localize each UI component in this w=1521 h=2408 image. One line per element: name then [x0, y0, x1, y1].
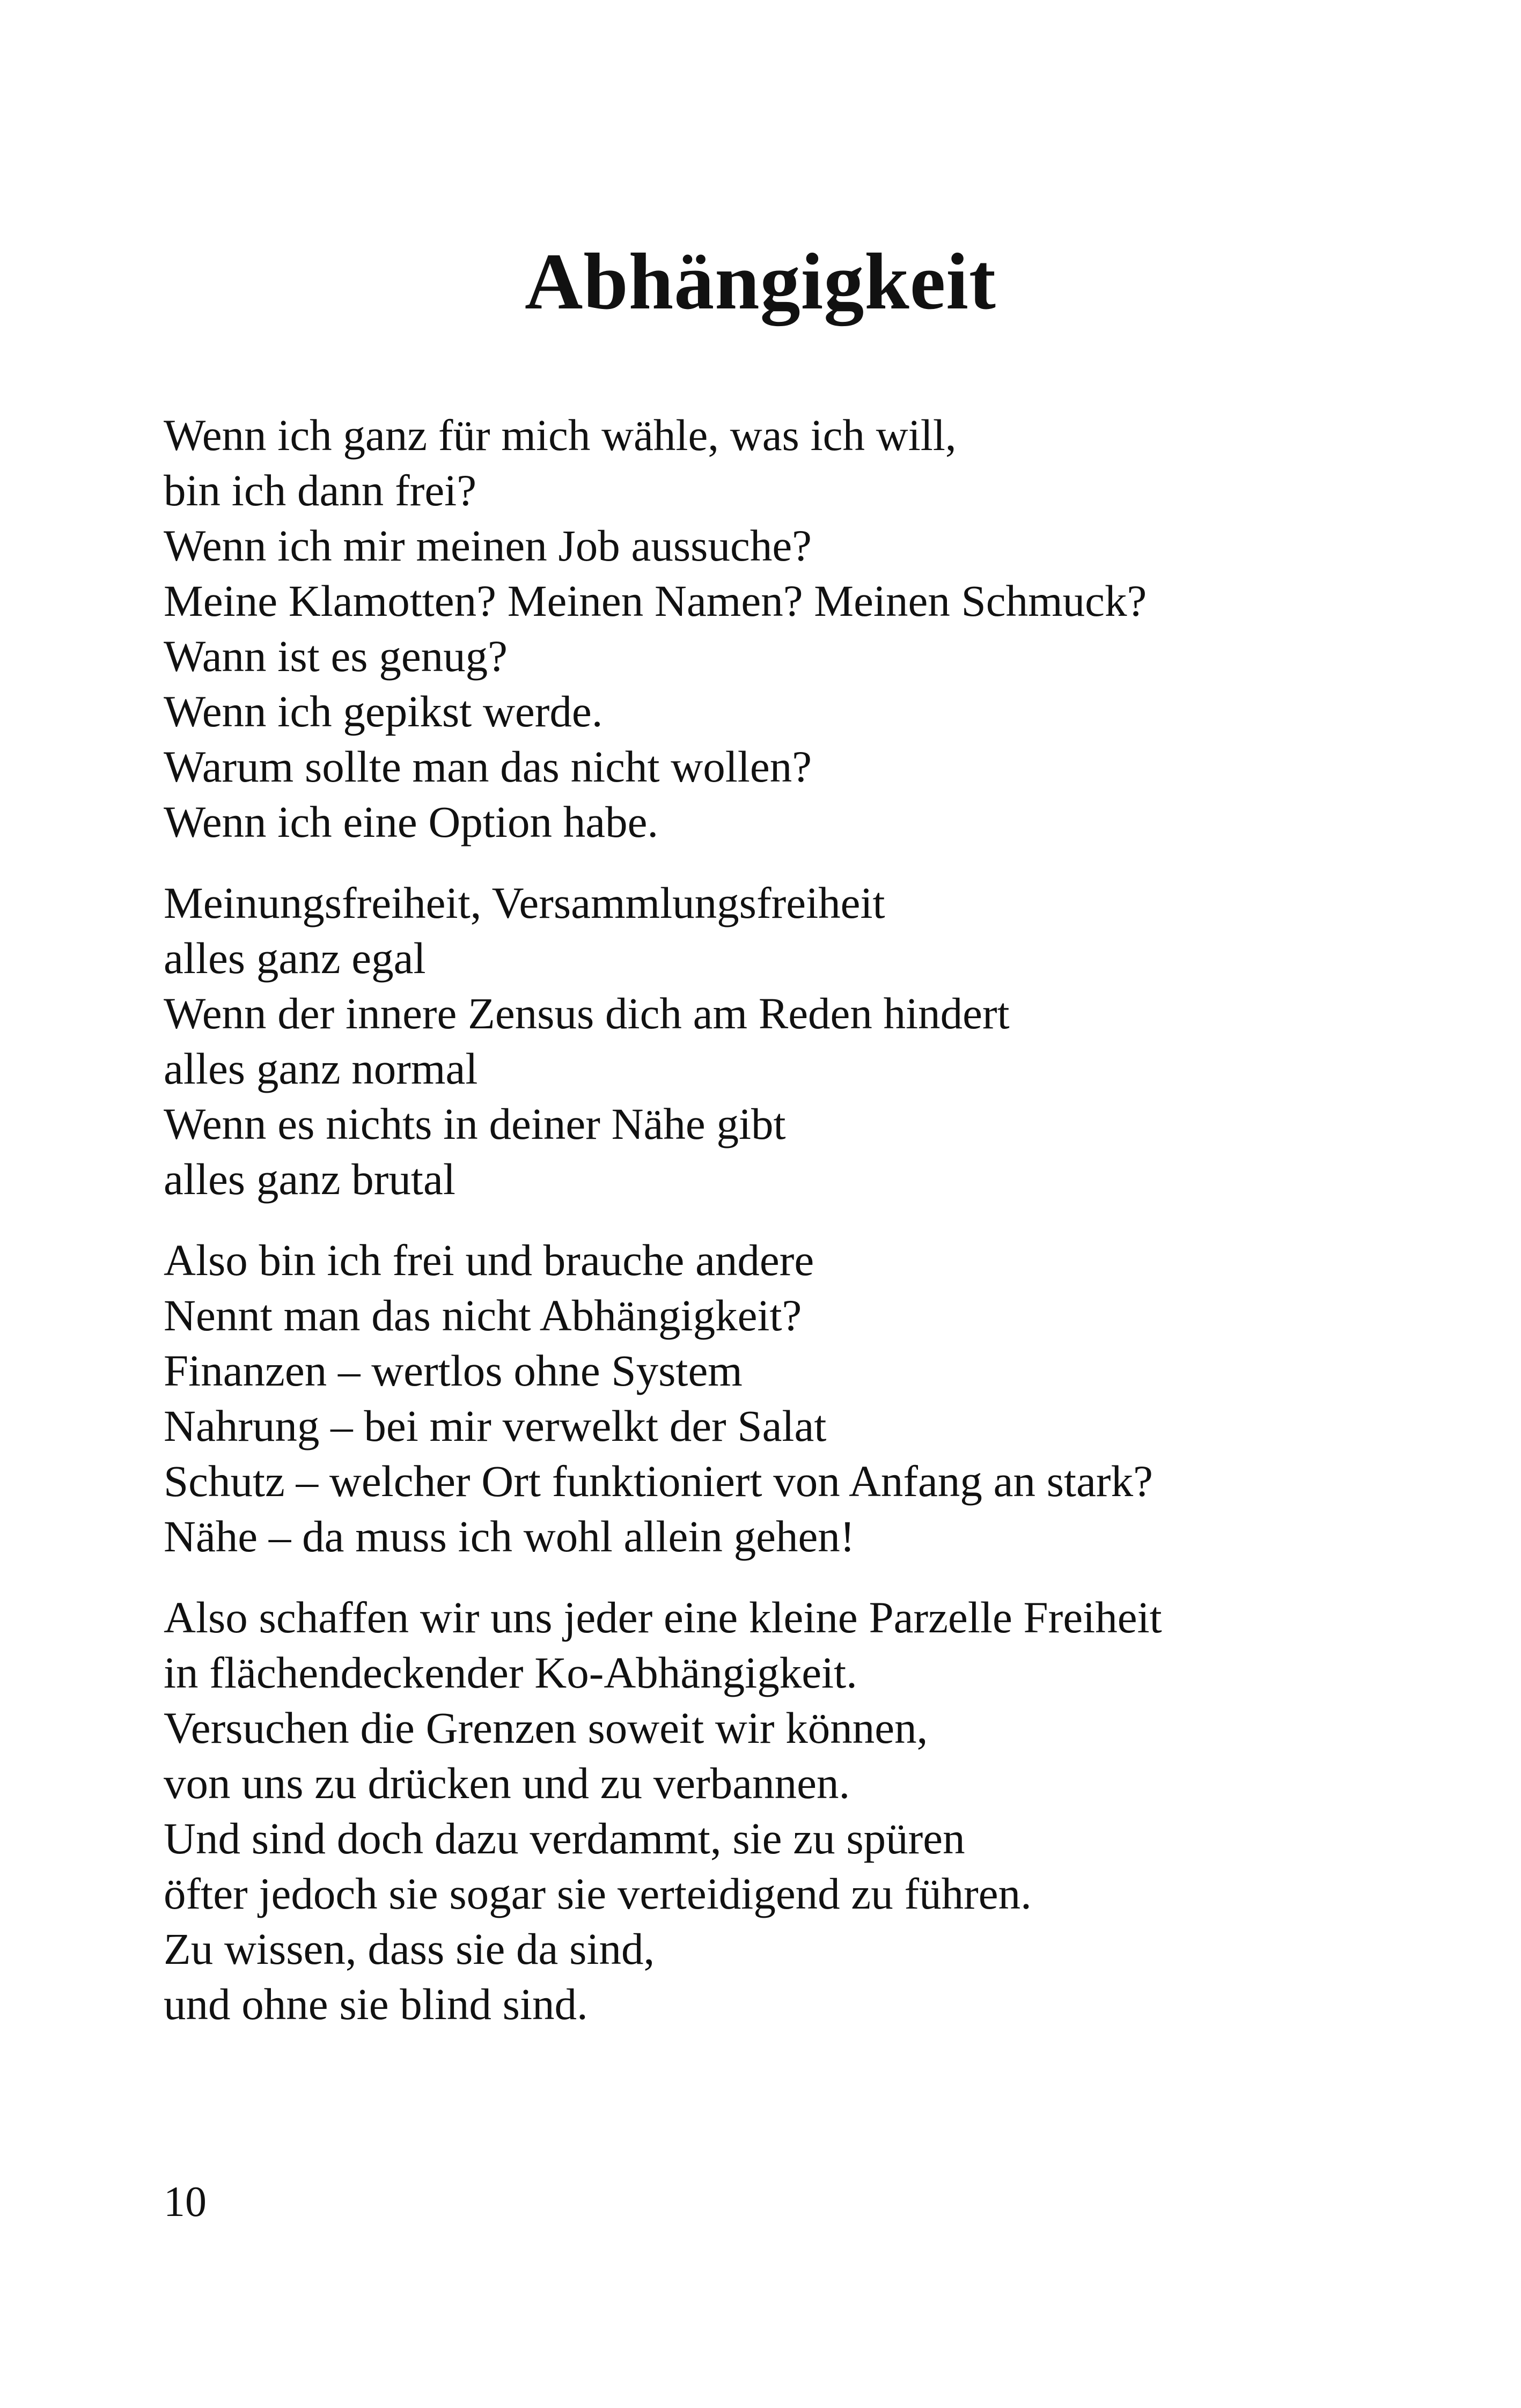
poem-line: Schutz – welcher Ort funktioniert von Anfang an stark?: [164, 1456, 1153, 1506]
poem-line: und ohne sie blind sind.: [164, 1979, 588, 2029]
poem-line: öfter jedoch sie sogar sie verteidigend zu führen.: [164, 1869, 1032, 1918]
poem-line: bin ich dann frei?: [164, 466, 477, 515]
poem-line: Nennt man das nicht Abhängigkeit?: [164, 1291, 802, 1340]
poem-title: Abhängigkeit: [525, 237, 996, 326]
poem-line: Wenn der innere Zensus dich am Reden hindert: [164, 989, 1010, 1038]
poem-line: von uns zu drücken und zu verbannen.: [164, 1758, 850, 1808]
poem-line: Meinungsfreiheit, Versammlungsfreiheit: [164, 878, 885, 927]
poem-line: Warum sollte man das nicht wollen?: [164, 742, 812, 791]
poem-line: in flächendeckender Ko-Abhängigkeit.: [164, 1648, 857, 1697]
page-number: 10: [164, 2178, 207, 2226]
stanza-3: [164, 1233, 1398, 1564]
poem-line: Meine Klamotten? Meinen Namen? Meinen Schmuck?: [164, 576, 1147, 625]
poem-line: Versuchen die Grenzen soweit wir können,: [164, 1703, 928, 1752]
poem-line: Wenn ich mir meinen Job aussuche?: [164, 521, 812, 570]
poem-line: alles ganz normal: [164, 1044, 478, 1093]
stanza-4: [164, 1590, 1398, 2032]
stanza-1: [164, 408, 1398, 850]
poem-line: Also schaffen wir uns jeder eine kleine Parzelle Freiheit: [164, 1593, 1162, 1642]
poem-line: Also bin ich frei und brauche andere: [164, 1235, 814, 1285]
poem-line: alles ganz brutal: [164, 1154, 455, 1204]
poem-body: [164, 408, 1398, 2058]
poem-line: Nahrung – bei mir verwelkt der Salat: [164, 1401, 827, 1450]
stanza-2: [164, 875, 1398, 1207]
poem-line: Wenn es nichts in deiner Nähe gibt: [164, 1099, 786, 1148]
poem-line: Wann ist es genug?: [164, 631, 508, 681]
poem-line: Nähe – da muss ich wohl allein gehen!: [164, 1512, 855, 1561]
poem-line: Wenn ich ganz für mich wähle, was ich will,: [164, 410, 957, 460]
poem-line: Und sind doch dazu verdammt, sie zu spüren: [164, 1814, 965, 1863]
poem-line: Wenn ich gepikst werde.: [164, 687, 603, 736]
poem-line: Wenn ich eine Option habe.: [164, 797, 659, 846]
poem-line: Finanzen – wertlos ohne System: [164, 1346, 743, 1395]
poem-line: alles ganz egal: [164, 933, 426, 983]
poem-line: Zu wissen, dass sie da sind,: [164, 1924, 655, 1973]
